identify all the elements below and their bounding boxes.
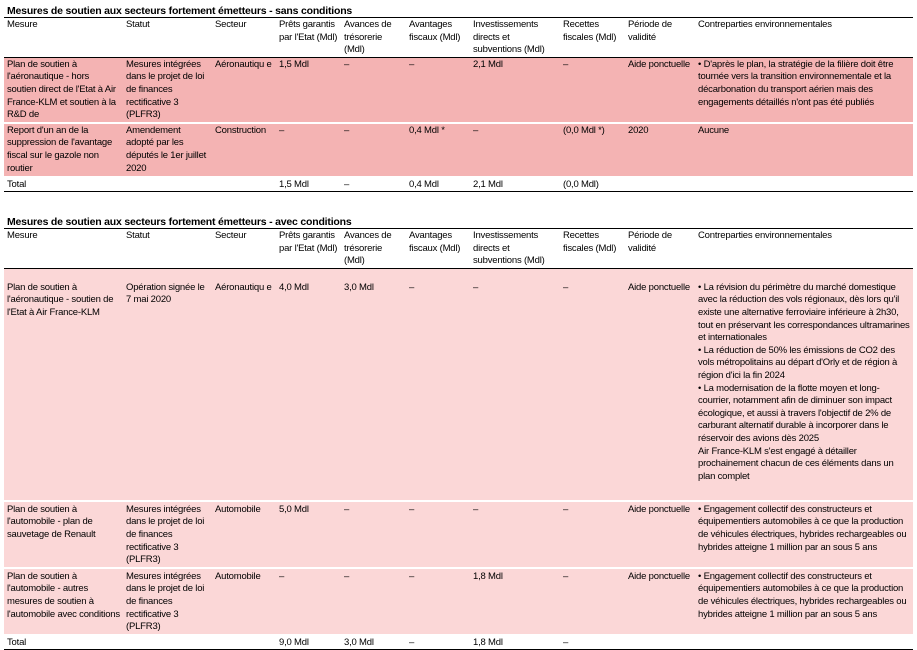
- table1-total-row: [4, 177, 913, 192]
- cell-recettes: –: [560, 57, 625, 123]
- header-statut: Statut: [123, 229, 212, 269]
- header-avantages: Avantages fiscaux (Mdl): [406, 229, 470, 269]
- header-contreparties: Contreparties environnementales: [695, 18, 913, 58]
- total-recettes: (0,0 Mdl): [560, 177, 625, 192]
- table-avec-conditions: [4, 217, 913, 650]
- cell-secteur: Automobile: [212, 501, 276, 568]
- cell-investissements: 1,8 Mdl: [470, 568, 560, 635]
- contrepartie-item: Air France-KLM s'est engagé à détailler prochainement chacun de ces éléments dans un plan complet: [698, 445, 894, 482]
- header-avantages: Avantages fiscaux (Mdl): [406, 18, 470, 58]
- cell-statut: Amendement adopté par les députés le 1er juillet 2020: [123, 123, 212, 177]
- header-investissements: Investissements directs et subventions (Mdl): [470, 18, 560, 58]
- cell-contreparties: [698, 282, 910, 500]
- total-avances: 3,0 Mdl: [341, 635, 406, 650]
- header-mesure: Mesure: [4, 229, 123, 269]
- header-avances: Avances de trésorerie (Mdl): [341, 18, 406, 58]
- cell-investissements: –: [470, 268, 560, 501]
- cell-prets: 5,0 Mdl: [276, 501, 341, 568]
- cell-secteur: Automobile: [212, 568, 276, 635]
- cell-mesure: Plan de soutien à l'aéronautique - soutien de l'Etat à Air France-KLM: [4, 268, 123, 501]
- cell-mesure: Plan de soutien à l'automobile - autres mesures de soutien à l'automobile avec conditions: [4, 568, 123, 635]
- cell-prets: 4,0 Mdl: [276, 268, 341, 501]
- cell-periode: 2020: [625, 123, 695, 177]
- table2-total-row: [4, 635, 913, 650]
- cell-recettes: –: [560, 568, 625, 635]
- cell-secteur: Aéronautiqu e: [212, 268, 276, 501]
- table-row: [4, 268, 913, 501]
- header-secteur: Secteur: [212, 18, 276, 58]
- table1-header-row: [4, 18, 913, 58]
- table-row: [4, 57, 913, 123]
- table2-title: Mesures de soutien aux secteurs fortement émetteurs - avec conditions: [4, 217, 913, 229]
- total-prets: 9,0 Mdl: [276, 635, 341, 650]
- total-recettes: –: [560, 635, 625, 650]
- contrepartie-item: • La réduction de 50% les émissions de CO2 des vols métropolitains au départ d'Orly et de région à région d'ici la fin 2024: [698, 344, 898, 381]
- cell-avances: 3,0 Mdl: [341, 268, 406, 501]
- total-avantages: 0,4 Mdl: [406, 177, 470, 192]
- cell-investissements: 2,1 Mdl: [470, 57, 560, 123]
- header-statut: Statut: [123, 18, 212, 58]
- cell-periode: Aide ponctuelle: [625, 501, 695, 568]
- cell-avantages: –: [406, 501, 470, 568]
- table-sans-conditions: [4, 6, 913, 192]
- total-avantages: –: [406, 635, 470, 650]
- cell-prets: –: [276, 123, 341, 177]
- total-prets: 1,5 Mdl: [276, 177, 341, 192]
- header-mesure: Mesure: [4, 18, 123, 58]
- cell-periode: Aide ponctuelle: [625, 568, 695, 635]
- header-periode: Période de validité: [625, 229, 695, 269]
- cell-avances: –: [341, 501, 406, 568]
- cell-recettes: –: [560, 268, 625, 501]
- table1-title: Mesures de soutien aux secteurs fortement émetteurs - sans conditions: [4, 6, 913, 18]
- cell-mesure: Plan de soutien à l'aéronautique - hors soutien direct de l'Etat à Air France-KLM et soutien à la R&D de: [7, 58, 116, 121]
- total-avances: –: [341, 177, 406, 192]
- cell-secteur: Construction: [212, 123, 276, 177]
- header-recettes: Recettes fiscales (Mdl): [560, 229, 625, 269]
- cell-avances: –: [341, 123, 406, 177]
- header-prets: Prêts garantis par l'Etat (Mdl): [276, 18, 341, 58]
- cell-contreparties: • Engagement collectif des constructeurs et équipementiers automobiles à ce que la production de véhicules électriques, hybrides rechargeables ou hybrides atteigne 1 million par an sous 5 ans: [695, 501, 913, 568]
- header-investissements: Investissements directs et subventions (Mdl): [470, 229, 560, 269]
- cell-statut: Mesures intégrées dans le projet de loi de finances rectificative 3 (PLFR3): [126, 58, 205, 121]
- cell-statut: Opération signée le 7 mai 2020: [123, 268, 212, 501]
- cell-periode: Aide ponctuelle: [625, 268, 695, 501]
- cell-contreparties: Aucune: [695, 123, 913, 177]
- header-recettes: Recettes fiscales (Mdl): [560, 18, 625, 58]
- cell-statut: Mesures intégrées dans le projet de loi de finances rectificative 3 (PLFR3): [126, 503, 205, 566]
- cell-avantages: –: [406, 268, 470, 501]
- total-label: Total: [4, 177, 123, 192]
- table-row: [4, 123, 913, 177]
- cell-contreparties: • Engagement collectif des constructeurs et équipementiers automobiles à ce que la production de véhicules électriques, hybrides rechargeables ou hybrides atteigne 1 million par an sous 5 ans: [695, 568, 913, 635]
- cell-mesure: Plan de soutien à l'automobile - plan de sauvetage de Renault: [4, 501, 123, 568]
- cell-avances: –: [341, 568, 406, 635]
- table-row: [4, 568, 913, 635]
- table-row: [4, 501, 913, 568]
- header-contreparties: Contreparties environnementales: [695, 229, 913, 269]
- cell-secteur: Aéronautiqu e: [215, 58, 272, 70]
- cell-avances: –: [341, 57, 406, 123]
- total-investissements: 1,8 Mdl: [470, 635, 560, 650]
- header-periode: Période de validité: [625, 18, 695, 58]
- cell-recettes: (0,0 Mdl *): [560, 123, 625, 177]
- cell-avantages: 0,4 Mdl *: [406, 123, 470, 177]
- contrepartie-item: • La révision du périmètre du marché domestique avec la réduction des vols régionaux, dès lors qu'il existe une alternative ferroviaire inférieure à 2h30, tout en préservant les correspondances ultramarines et internationales: [698, 281, 910, 344]
- header-avances: Avances de trésorerie (Mdl): [341, 229, 406, 269]
- contrepartie-item: • La modernisation de la flotte moyen et long-courrier, notamment afin de diminuer son impact écologique, et aussi à travers l'objectif de 2% de carburant alternatif durable à incorporer dans le réservoir des avions dès 2025: [698, 382, 892, 444]
- cell-contreparties: • D'après le plan, la stratégie de la filière doit être tournée vers la transition environnementale et la décarbonation du transport aérien mais des engagements détaillés n'ont pas été publiés: [698, 58, 894, 108]
- cell-periode: Aide ponctuelle: [625, 57, 695, 123]
- total-investissements: 2,1 Mdl: [470, 177, 560, 192]
- cell-statut: Mesures intégrées dans le projet de loi de finances rectificative 3 (PLFR3): [126, 570, 205, 633]
- header-prets: Prêts garantis par l'Etat (Mdl): [276, 229, 341, 269]
- cell-prets: –: [276, 568, 341, 635]
- cell-investissements: –: [470, 123, 560, 177]
- total-label: Total: [4, 635, 123, 650]
- table2-header-row: [4, 229, 913, 269]
- cell-mesure: Report d'un an de la suppression de l'avantage fiscal sur le gazole non routier: [7, 124, 113, 174]
- cell-avantages: –: [406, 57, 470, 123]
- cell-prets: 1,5 Mdl: [276, 57, 341, 123]
- cell-investissements: –: [470, 501, 560, 568]
- cell-recettes: –: [560, 501, 625, 568]
- cell-avantages: –: [406, 568, 470, 635]
- header-secteur: Secteur: [212, 229, 276, 269]
